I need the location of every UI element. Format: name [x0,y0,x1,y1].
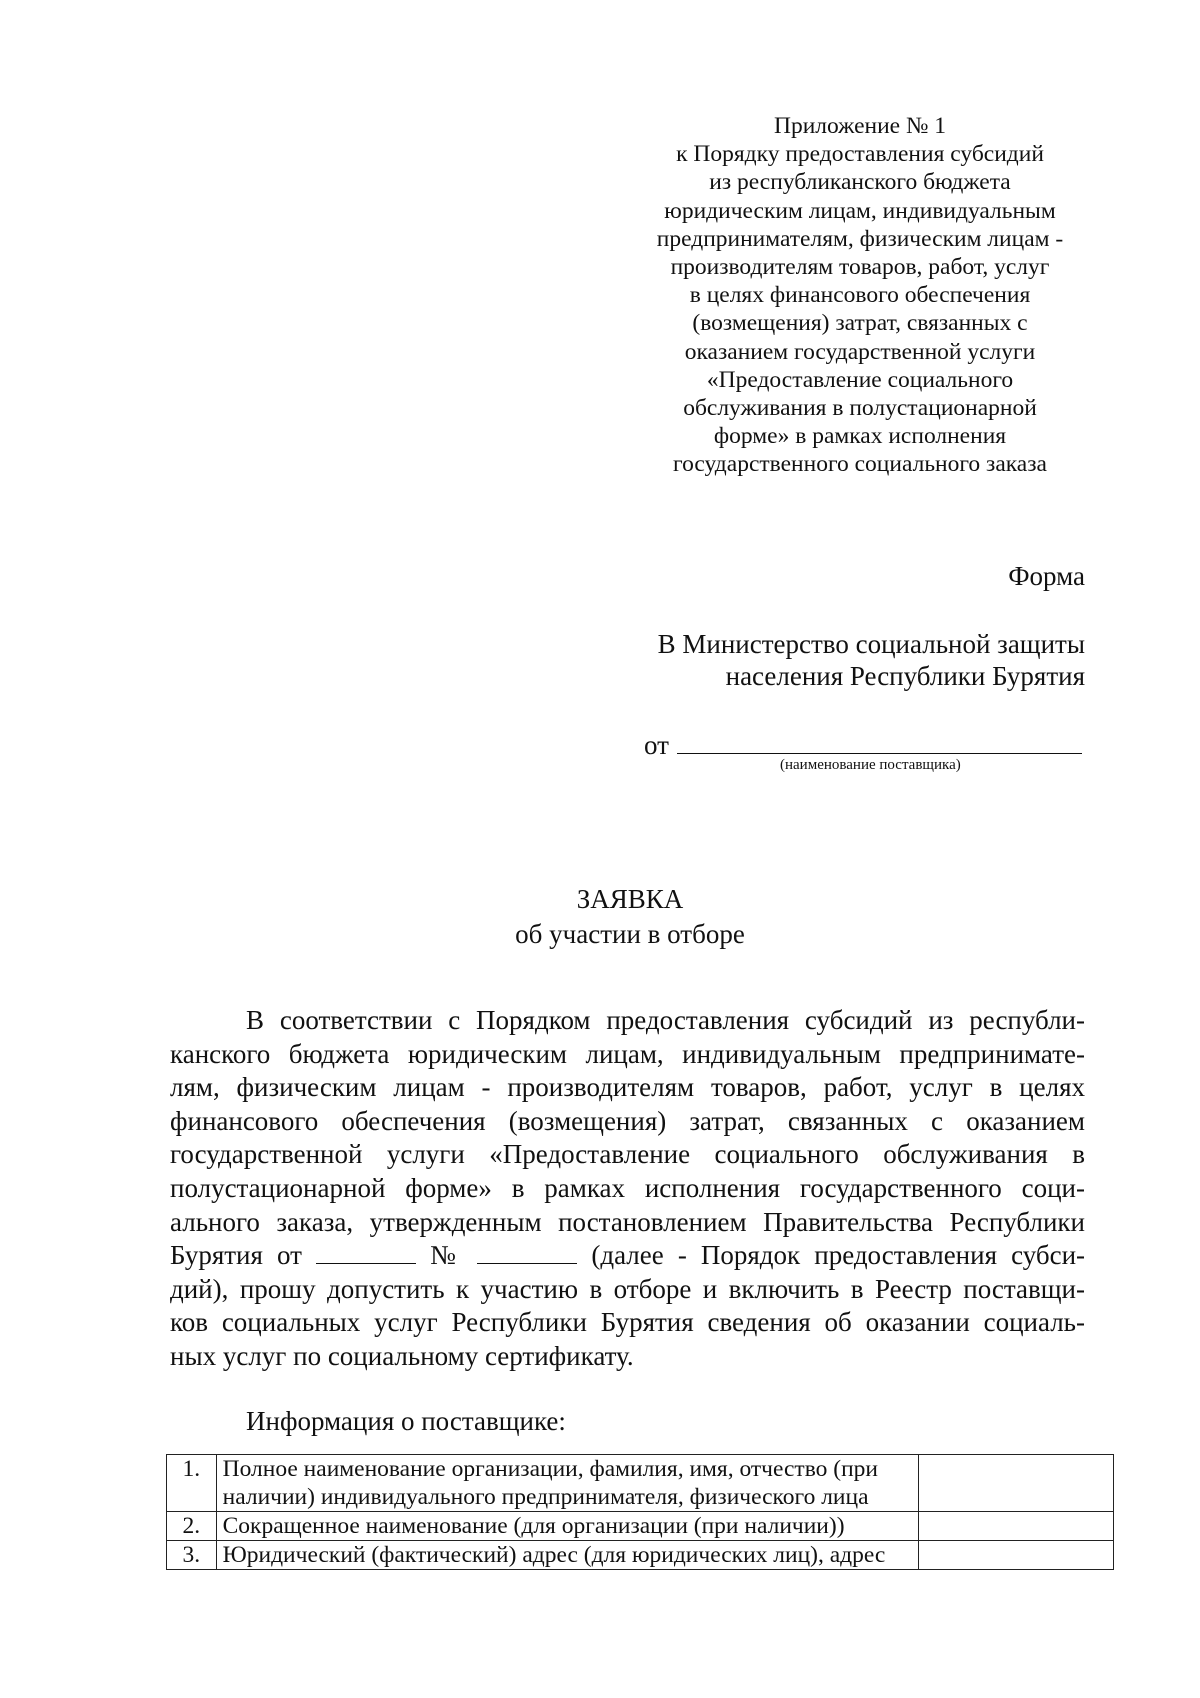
row-label [216,1455,918,1512]
supplier-info-table [166,1454,1114,1570]
body-line: лям, физическим лицам - производителям товаров, работ, услуг в целях [170,1072,1085,1103]
decree-date-blank[interactable] [316,1239,416,1264]
body-line-part: Бурятия от [170,1240,302,1271]
table-row [167,1541,1114,1570]
row-label: Юридический (фактический) адрес (для юридических лиц), адрес [216,1541,918,1570]
body-line: дий), прошу допустить к участию в отборе и включить в Реестр поставщи- [170,1273,1085,1304]
appendix-line: государственного социального заказа [673,451,1047,478]
addressee-line-1: В Министерство социальной защиты [657,629,1085,659]
appendix-line: форме» в рамках исполнения [713,423,1007,450]
body-line-part: (далее - Порядок предоставления субси- [591,1240,1086,1271]
table-row [167,1455,1114,1512]
body-line: ков социальных услуг Республики Бурятия сведения об оказании социаль- [170,1307,1085,1338]
appendix-line: (возмещения) затрат, связанных с [692,310,1028,337]
body-line: финансового обеспечения (возмещения) затрат, связанных с оказанием [170,1105,1085,1136]
row-value-cell[interactable] [918,1541,1113,1570]
row-value-cell[interactable] [918,1512,1113,1541]
document-title: ЗАЯВКА [576,884,684,914]
body-line: государственной услуги «Предоставление социального обслуживания в [170,1139,1085,1170]
row-number: 2. [167,1512,217,1541]
appendix-line: предпринимателям, физическим лицам - [656,225,1064,252]
table-row [167,1512,1114,1541]
body-line-part: № [430,1240,464,1271]
row-value-cell[interactable] [918,1455,1113,1512]
row-label-line: Полное наименование организации, фамилия, имя, отчество (при [222,1456,878,1482]
form-label: Форма [1008,561,1085,591]
appendix-line: к Порядку предоставления субсидий [676,141,1044,168]
appendix-line: в целях финансового обеспечения [689,282,1031,309]
body-line: В соответствии с Порядком предоставления субсидий из республи- [246,1005,1085,1035]
body-line-with-blanks [170,1239,1085,1273]
appendix-line: юридическим лицам, индивидуальным [664,197,1056,224]
appendix-line: «Предоставление социального [706,366,1014,393]
from-caption: (наименование поставщика) [780,757,961,773]
addressee-block [658,628,1085,692]
body-line: ального заказа, утвержденным постановлением Правительства Республики [170,1206,1085,1237]
appendix-line: оказанием государственной услуги [684,338,1036,365]
decree-number-blank[interactable] [477,1239,577,1264]
row-number: 1. [167,1455,217,1512]
appendix-line: производителям товаров, работ, услуг [670,254,1050,281]
body-line: ных услуг по социальному сертификату. [170,1340,634,1371]
body-paragraph [170,1004,1085,1374]
appendix-line: обслуживания в полустационарной [683,395,1037,422]
row-label-line: наличии) индивидуального предпринимателя, физического лица [222,1484,869,1510]
row-number: 3. [167,1541,217,1570]
appendix-line: из республиканского бюджета [709,169,1011,196]
appendix-header [640,112,1080,479]
addressee-line-2: населения Республики Бурятия [725,661,1085,691]
body-line: полустационарной форме» в рамках исполнения государственного соци- [170,1172,1085,1203]
body-line: канского бюджета юридическим лицам, индивидуальным предпринимате- [170,1038,1085,1069]
from-label: от [644,730,669,760]
row-label: Сокращенное наименование (для организации (при наличии)) [216,1512,918,1541]
info-heading: Информация о поставщике: [246,1406,566,1436]
appendix-line: Приложение № 1 [773,113,947,139]
supplier-name-blank[interactable] [677,727,1082,754]
document-subtitle: об участии в отборе [515,919,745,949]
